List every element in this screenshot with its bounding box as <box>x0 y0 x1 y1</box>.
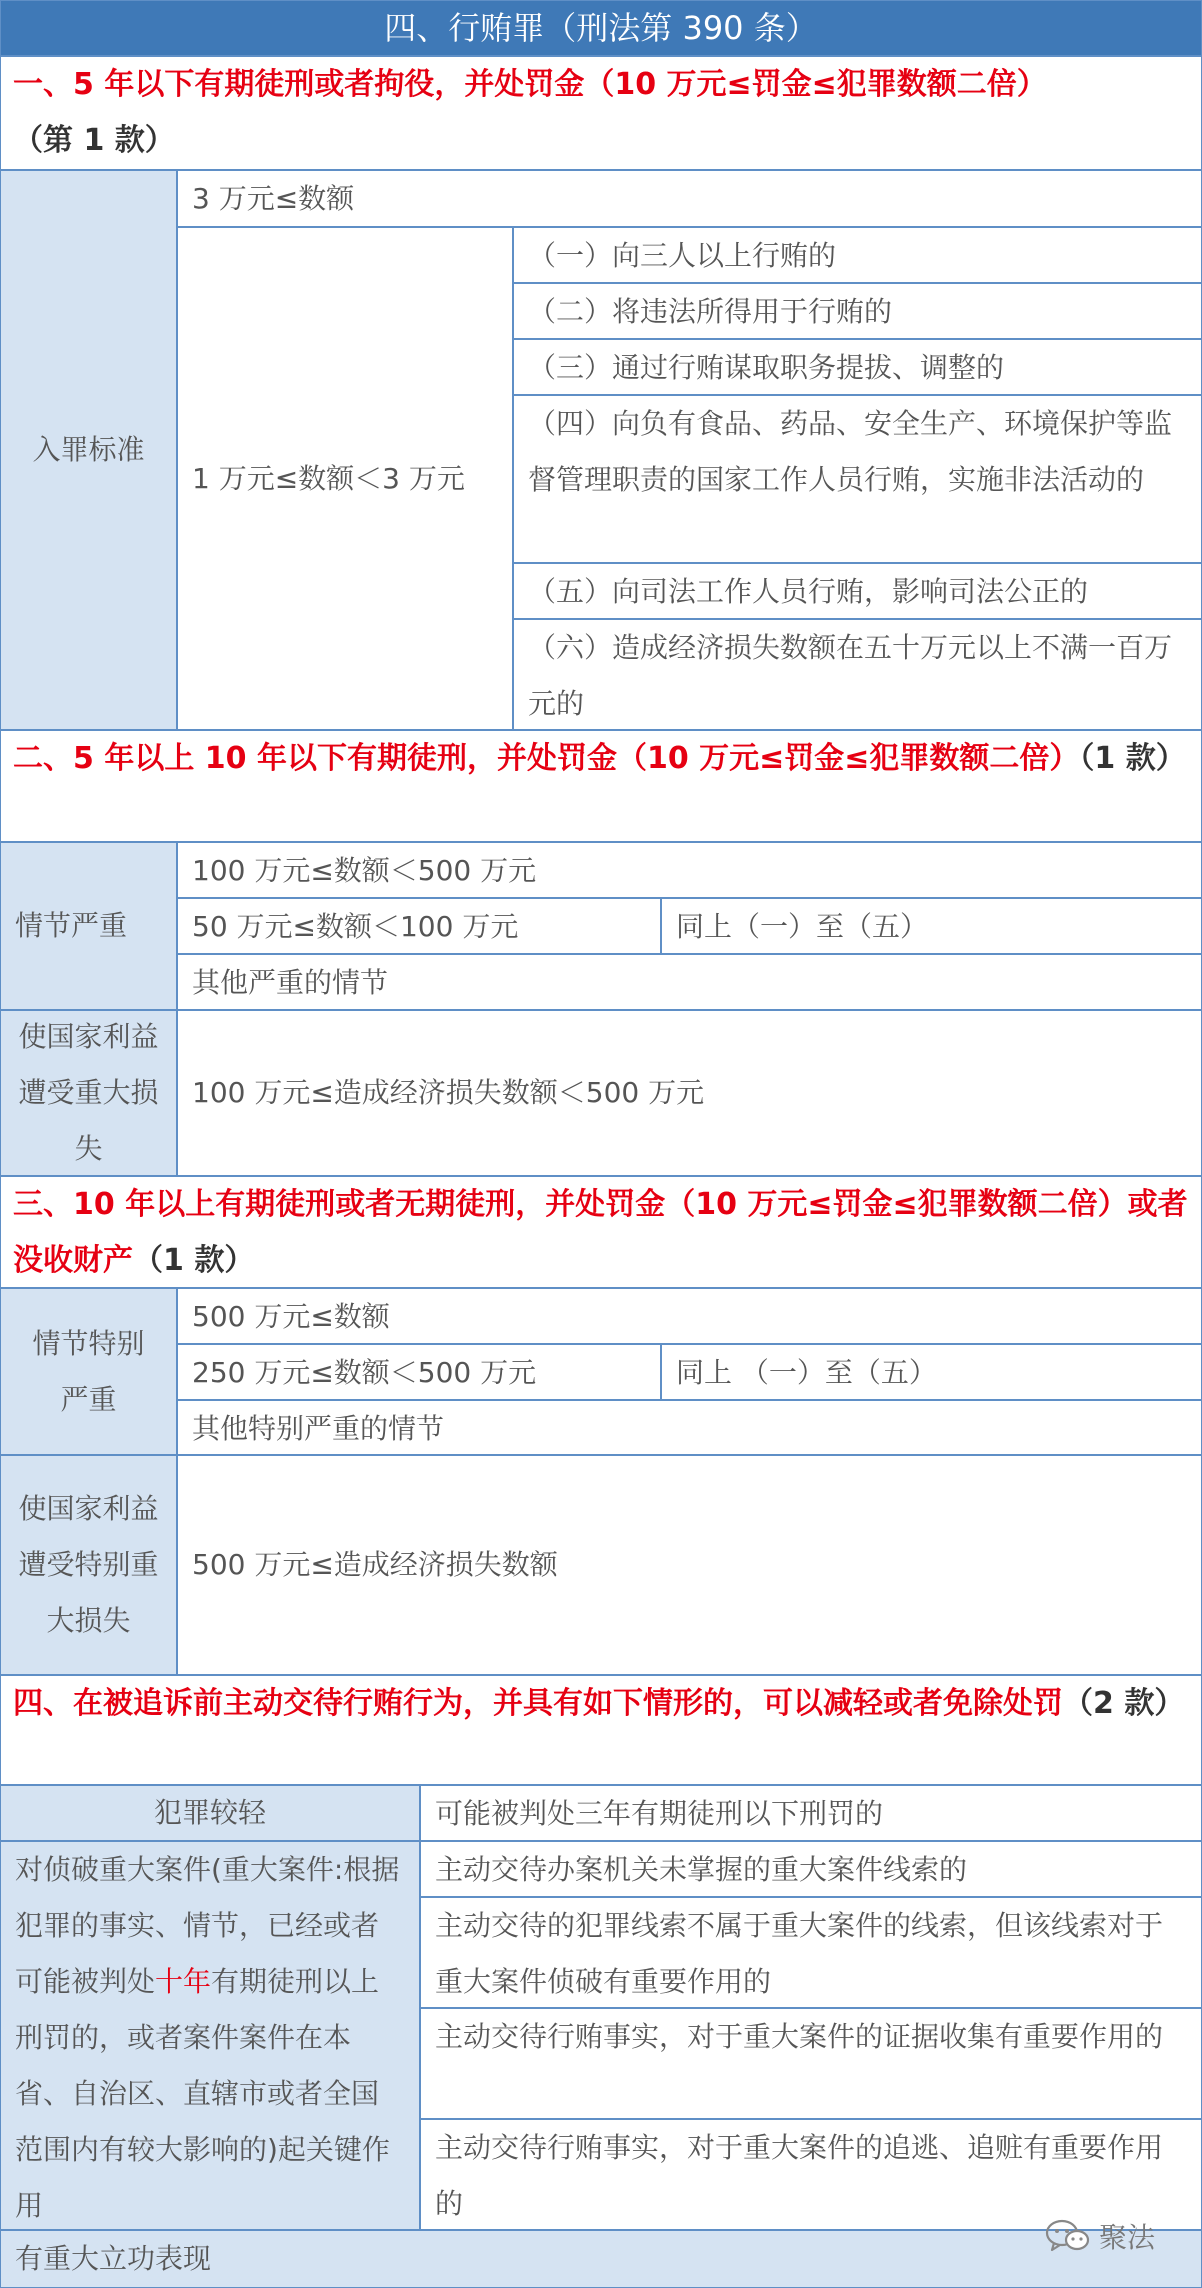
major-loss-value: 100 万元≤造成经济损失数额＜500 万元 <box>177 1010 1202 1176</box>
section-2-heading <box>0 730 1202 842</box>
criteria-label: 入罪标准 <box>0 170 177 730</box>
section-4-clause: （2 款） <box>1063 1686 1185 1721</box>
threshold-3w: 3 万元≤数额 <box>177 170 1202 227</box>
major-case-text-b: 有期徒刑以上刑罚的，或者案件案件在本省、自治区、直辖市或者全国范围内有较大影响的)起关键作用 <box>15 1965 390 2222</box>
section-4-mitigation: 四、在被追诉前主动交待行贿行为，并具有如下情形的，可以减轻或者免除处罚 <box>13 1686 1063 1721</box>
major-case-item-2: 主动交待的犯罪线索不属于重大案件的线索，但该线索对于重大案件侦破有重要作用的 <box>420 1897 1202 2008</box>
condition-3: （三）通过行贿谋取职务提拔、调整的 <box>513 339 1202 395</box>
section-3-penalty: 三、10 年以上有期徒刑或者无期徒刑，并处罚金（10 万元≤罚金≤犯罪数额二倍）或者没收财产 <box>13 1187 1188 1278</box>
major-case-item-4: 主动交待行贿事实，对于重大案件的追逃、追赃有重要作用的 <box>420 2119 1202 2230</box>
very-serious-same-as: 同上 （一）至（五） <box>661 1344 1202 1400</box>
minor-crime-value: 可能被判处三年有期徒刑以下刑罚的 <box>420 1785 1202 1841</box>
section-1-penalty: 一、5 年以下有期徒刑或者拘役，并处罚金（10 万元≤罚金≤犯罪数额二倍） <box>13 67 1047 102</box>
especially-major-loss-label: 使国家利益遭受特别重大损失 <box>0 1455 177 1675</box>
serious-row-1: 100 万元≤数额＜500 万元 <box>177 842 1202 898</box>
section-3-heading <box>0 1176 1202 1288</box>
serious-same-as: 同上（一）至（五） <box>661 898 1202 954</box>
condition-5: （五）向司法工作人员行贿，影响司法公正的 <box>513 563 1202 619</box>
condition-2: （二）将违法所得用于行贿的 <box>513 283 1202 339</box>
condition-6: （六）造成经济损失数额在五十万元以上不满一百万元的 <box>513 619 1202 730</box>
watermark-text: 聚法 <box>1099 2221 1156 2254</box>
condition-4: （四）向负有食品、药品、安全生产、环境保护等监督管理职责的国家工作人员行贿，实施非法活动的 <box>513 395 1202 563</box>
major-case-item-3: 主动交待行贿事实，对于重大案件的证据收集有重要作用的 <box>420 2008 1202 2119</box>
minor-crime-label: 犯罪较轻 <box>0 1785 420 1841</box>
very-serious-label: 情节特别严重 <box>0 1288 177 1455</box>
serious-row-3: 其他严重的情节 <box>177 954 1202 1010</box>
section-1-heading <box>0 56 1202 170</box>
section-2-penalty: 二、5 年以上 10 年以下有期徒刑，并处罚金（10 万元≤罚金≤犯罪数额二倍） <box>13 741 1080 776</box>
section-1-clause: （第 1 款） <box>13 123 175 158</box>
major-case-label <box>0 1841 420 2230</box>
serious-label: 情节严重 <box>0 842 177 1010</box>
major-case-text-a: 对侦破重大案件(重大案件:根据犯罪的事实、情节，已经或者可能被判处 <box>15 1853 400 1998</box>
especially-major-loss-value: 500 万元≤造成经济损失数额 <box>177 1455 1202 1675</box>
serious-row-2: 50 万元≤数额＜100 万元 <box>177 898 661 954</box>
section-4-heading <box>0 1675 1202 1785</box>
major-case-item-1: 主动交待办案机关未掌握的重大案件线索的 <box>420 1841 1202 1897</box>
very-serious-row-2: 250 万元≤数额＜500 万元 <box>177 1344 661 1400</box>
threshold-1w-3w: 1 万元≤数额＜3 万元 <box>177 227 513 730</box>
major-loss-label: 使国家利益遭受重大损失 <box>0 1010 177 1176</box>
table-title: 四、行贿罪（刑法第 390 条） <box>0 0 1202 56</box>
condition-1: （一）向三人以上行贿的 <box>513 227 1202 283</box>
watermark <box>1045 2216 1155 2256</box>
wechat-icon <box>1045 2219 1091 2253</box>
very-serious-row-1: 500 万元≤数额 <box>177 1288 1202 1344</box>
very-serious-row-3: 其他特别严重的情节 <box>177 1400 1202 1455</box>
section-2-clause: （1 款） <box>1079 741 1186 776</box>
section-3-clause: （1 款） <box>133 1243 255 1278</box>
major-case-ten-years: 十年 <box>155 1965 212 1998</box>
meritorious-service-row: 有重大立功表现 <box>0 2230 1202 2288</box>
